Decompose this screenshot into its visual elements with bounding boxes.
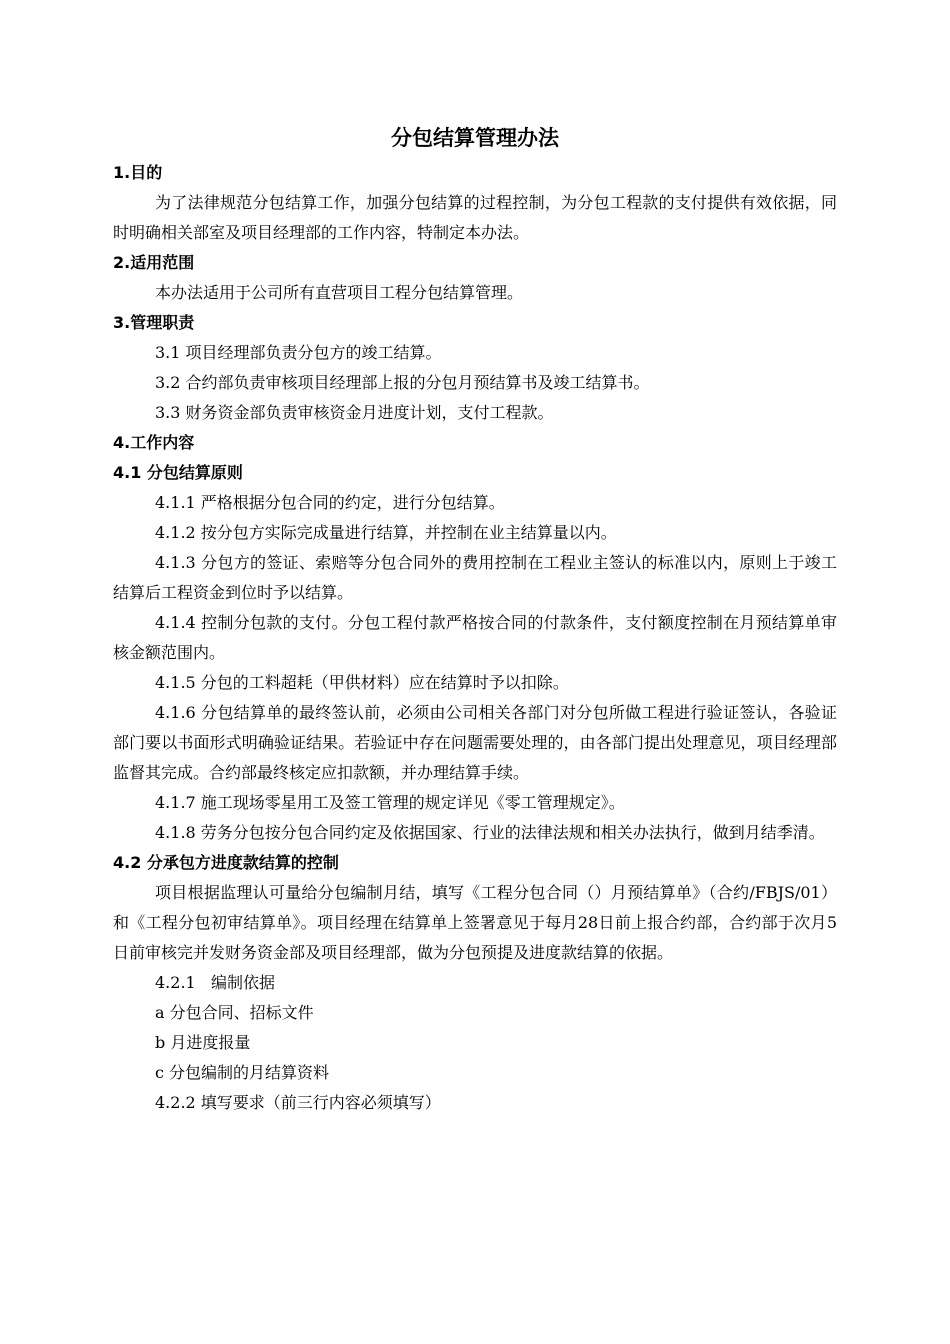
list-item: b 月进度报量	[155, 1033, 251, 1052]
document-title: 分包结算管理办法	[391, 126, 559, 150]
clause-4-1-3: 4.1.3 分包方的签证、索赔等分包合同外的费用控制在工程业主签认的标准以内，原则上于竣工结算后工程资金到位时予以结算。	[113, 553, 837, 602]
section-4-2-paragraph: 项目根据监理认可量给分包编制月结，填写《工程分包合同（）月预结算单》（合约/FBJS/01）和《工程分包初审结算单》。项目经理在结算单上签署意见于每月28日前上报合约部，合约部于次月5日前审核完并发财务资金部及项目经理部，做为分包预提及进度款结算的依据。	[113, 883, 837, 962]
clause-4-1-1: 4.1.1 严格根据分包合同的约定，进行分包结算。	[155, 493, 505, 512]
section-2-heading: 2.适用范围	[113, 253, 195, 272]
section-1-paragraph: 为了法律规范分包结算工作，加强分包结算的过程控制，为分包工程款的支付提供有效依据，同时明确相关部室及项目经理部的工作内容，特制定本办法。	[113, 193, 837, 242]
section-1-heading: 1.目的	[113, 163, 163, 182]
clause-4-1-5: 4.1.5 分包的工料超耗（甲供材料）应在结算时予以扣除。	[155, 673, 569, 692]
document-page	[113, 118, 837, 1118]
section-3-item: 3.3 财务资金部负责审核资金月进度计划，支付工程款。	[155, 403, 554, 422]
clause-4-2-2: 4.2.2 填写要求（前三行内容必须填写）	[155, 1093, 441, 1112]
clause-4-1-4: 4.1.4 控制分包款的支付。分包工程付款严格按合同的付款条件，支付额度控制在月预结算单审核金额范围内。	[113, 613, 837, 662]
clause-4-1-2: 4.1.2 按分包方实际完成量进行结算，并控制在业主结算量以内。	[155, 523, 617, 542]
section-3-item: 3.1 项目经理部负责分包方的竣工结算。	[155, 343, 442, 362]
section-4-2-heading: 4.2 分承包方进度款结算的控制	[113, 853, 339, 872]
list-item: c 分包编制的月结算资料	[155, 1063, 330, 1082]
section-4-1-heading: 4.1 分包结算原则	[113, 463, 243, 482]
clause-4-1-8: 4.1.8 劳务分包按分包合同约定及依据国家、行业的法律法规和相关办法执行，做到月结季清。	[155, 823, 825, 842]
clause-4-2-1: 4.2.1 编制依据	[155, 973, 275, 992]
section-3-item: 3.2 合约部负责审核项目经理部上报的分包月预结算书及竣工结算书。	[155, 373, 650, 392]
clause-4-1-6: 4.1.6 分包结算单的最终签认前，必须由公司相关各部门对分包所做工程进行验证签认，各验证部门要以书面形式明确验证结果。若验证中存在问题需要处理的，由各部门提出处理意见，项目经理部监督其完成。合约部最终核定应扣款额，并办理结算手续。	[113, 703, 837, 782]
list-item: a 分包合同、招标文件	[155, 1003, 314, 1022]
section-2-paragraph: 本办法适用于公司所有直营项目工程分包结算管理。	[155, 283, 524, 302]
section-3-heading: 3.管理职责	[113, 313, 195, 332]
section-4-heading: 4.工作内容	[113, 433, 195, 452]
clause-4-1-7: 4.1.7 施工现场零星用工及签工管理的规定详见《零工管理规定》。	[155, 793, 625, 812]
